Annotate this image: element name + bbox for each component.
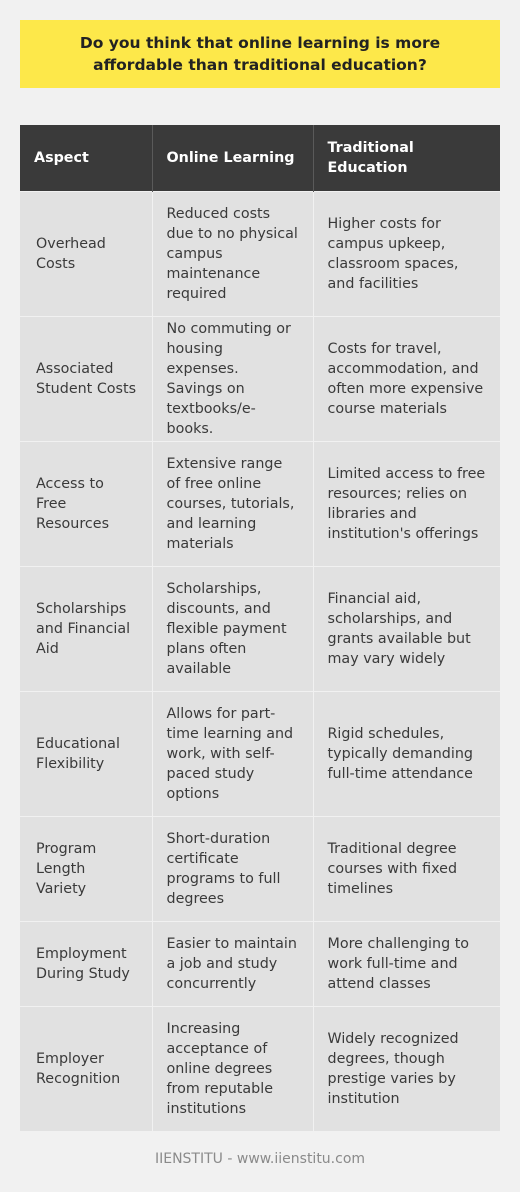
row-online: Short-duration certificate programs to full degrees	[152, 816, 313, 921]
header-traditional-education: Traditional Education	[313, 125, 500, 191]
table-row	[20, 566, 500, 691]
row-online: Reduced costs due to no physical campus maintenance required	[152, 191, 313, 316]
row-aspect: Program Length Variety	[20, 816, 152, 921]
table-row	[20, 316, 500, 441]
row-aspect: Scholarships and Financial Aid	[20, 566, 152, 691]
footer-credit: IIENSTITU - www.iienstitu.com	[154, 1151, 366, 1167]
table-header-row	[20, 125, 500, 191]
row-online: No commuting or housing expenses. Savings on textbooks/e-books.	[152, 316, 313, 441]
row-aspect: Educational Flexibility	[20, 691, 152, 816]
table-row	[20, 191, 500, 316]
table-row	[20, 1006, 500, 1131]
row-online: Extensive range of free online courses, tutorials, and learning materials	[152, 441, 313, 566]
header-aspect: Aspect	[20, 125, 152, 191]
question-banner	[20, 20, 500, 88]
row-aspect: Employer Recognition	[20, 1006, 152, 1131]
header-online-learning: Online Learning	[152, 125, 313, 191]
row-aspect: Access to Free Resources	[20, 441, 152, 566]
row-traditional: Financial aid, scholarships, and grants available but may vary widely	[313, 566, 500, 691]
row-traditional: Widely recognized degrees, though prestige varies by institution	[313, 1006, 500, 1131]
row-online: Increasing acceptance of online degrees from reputable institutions	[152, 1006, 313, 1131]
row-aspect: Employment During Study	[20, 921, 152, 1006]
row-traditional: Higher costs for campus upkeep, classroom spaces, and facilities	[313, 191, 500, 316]
row-online: Allows for part-time learning and work, with self-paced study options	[152, 691, 313, 816]
page-title: Do you think that online learning is more affordable than traditional education?	[79, 34, 441, 74]
row-traditional: More challenging to work full-time and attend classes	[313, 921, 500, 1006]
row-traditional: Costs for travel, accommodation, and often more expensive course materials	[313, 316, 500, 441]
row-traditional: Limited access to free resources; relies on libraries and institution's offerings	[313, 441, 500, 566]
row-traditional: Traditional degree courses with fixed timelines	[313, 816, 500, 921]
row-online: Scholarships, discounts, and flexible payment plans often available	[152, 566, 313, 691]
comparison-table	[20, 125, 500, 1131]
table-row	[20, 691, 500, 816]
table-row	[20, 816, 500, 921]
row-online: Easier to maintain a job and study concurrently	[152, 921, 313, 1006]
row-aspect: Overhead Costs	[20, 191, 152, 316]
row-traditional: Rigid schedules, typically demanding full-time attendance	[313, 691, 500, 816]
table-row	[20, 921, 500, 1006]
row-aspect: Associated Student Costs	[20, 316, 152, 441]
table-row	[20, 441, 500, 566]
